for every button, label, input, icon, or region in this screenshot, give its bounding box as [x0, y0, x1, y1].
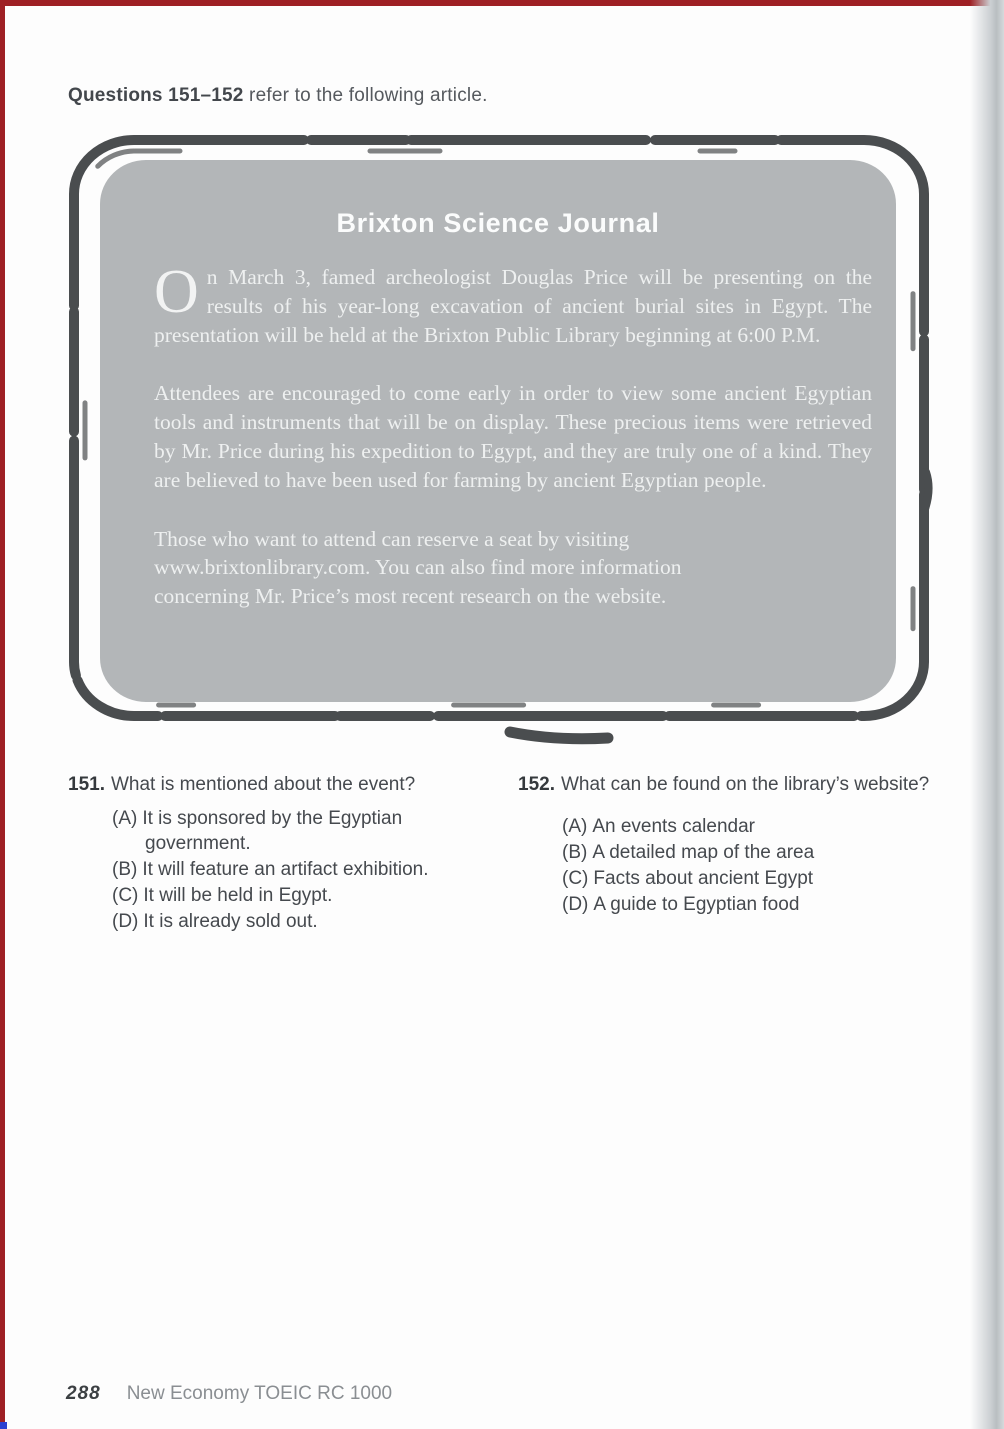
- option-152-b-text: A detailed map of the area: [592, 842, 815, 863]
- question-151-options: [112, 806, 492, 934]
- option-152-d-text: A guide to Egyptian food: [593, 894, 800, 915]
- scan-page-edge-shadow: [970, 0, 1004, 1429]
- option-152-b: [562, 840, 942, 865]
- option-151-c: [112, 883, 492, 908]
- question-152: [518, 772, 942, 918]
- article-paragraph-1: [154, 258, 872, 349]
- article-body: [154, 258, 872, 611]
- option-151-c-label: (C): [112, 885, 139, 906]
- question-151: [68, 772, 492, 935]
- option-152-c: [562, 866, 942, 891]
- option-151-b-label: (B): [112, 859, 138, 880]
- question-152-text: [518, 772, 942, 797]
- question-151-number: 151.: [68, 774, 105, 795]
- article-box: [58, 120, 948, 752]
- paragraph-1-text: n March 3, famed archeologist Douglas Price will be presenting on the results of his year-long excavation of ancient burial sites in Egypt. The presentation will be held at the Brixton Public Library beginning at 6:00 P.M.: [154, 265, 872, 347]
- option-152-a-label: (A): [562, 816, 588, 837]
- option-151-c-text: It will be held in Egypt.: [143, 885, 333, 906]
- scan-edge-left-red: [0, 0, 5, 1429]
- article-paragraph-3: Those who want to attend can reserve a seat by visiting www.brixtonlibrary.com. You can also find more information concerning Mr. Price’s most recent research on the website.: [154, 526, 682, 609]
- option-152-c-label: (C): [562, 868, 589, 889]
- option-152-d: [562, 892, 942, 917]
- option-151-a-label: (A): [112, 808, 138, 829]
- option-152-b-label: (B): [562, 842, 588, 863]
- article-title: Brixton Science Journal: [336, 208, 660, 238]
- drop-cap: O: [154, 258, 199, 326]
- option-151-d-label: (D): [112, 911, 139, 932]
- page-number: 288: [66, 1383, 101, 1404]
- option-152-a: [562, 814, 942, 839]
- option-151-d-text: It is already sold out.: [143, 911, 318, 932]
- scan-corner-blue-mark: [0, 1422, 7, 1429]
- option-151-b-text: It will feature an artifact exhibition.: [142, 859, 429, 880]
- option-151-b: [112, 857, 492, 882]
- option-151-a-text: It is sponsored by the Egyptian government.: [142, 808, 403, 854]
- option-151-a: [112, 806, 492, 856]
- option-152-a-text: An events calendar: [592, 816, 755, 837]
- option-152-c-text: Facts about ancient Egypt: [593, 868, 814, 889]
- question-152-stem: What can be found on the library’s website?: [560, 774, 930, 795]
- article-paragraph-2: Attendees are encouraged to come early in order to view some ancient Egyptian tools and instruments that will be on display. These precious items were retrieved by Mr. Price during his expedition to Egypt, and they are truly one of a kind. They are believed to have been used for farming by ancient Egyptian people.: [154, 381, 872, 492]
- question-152-options: [562, 814, 942, 917]
- option-152-d-label: (D): [562, 894, 589, 915]
- questions-range-header: [68, 85, 768, 107]
- book-title: New Economy TOEIC RC 1000: [126, 1383, 393, 1404]
- scan-edge-top-red: [0, 0, 1004, 6]
- page-footer: [66, 1383, 392, 1405]
- question-151-stem: What is mentioned about the event?: [110, 774, 416, 795]
- question-152-number: 152.: [518, 774, 555, 795]
- question-151-text: [68, 772, 492, 797]
- questions-range-bold: Questions 151–152: [68, 85, 244, 106]
- option-151-d: [112, 909, 492, 934]
- questions-range-rest: refer to the following article.: [243, 85, 488, 106]
